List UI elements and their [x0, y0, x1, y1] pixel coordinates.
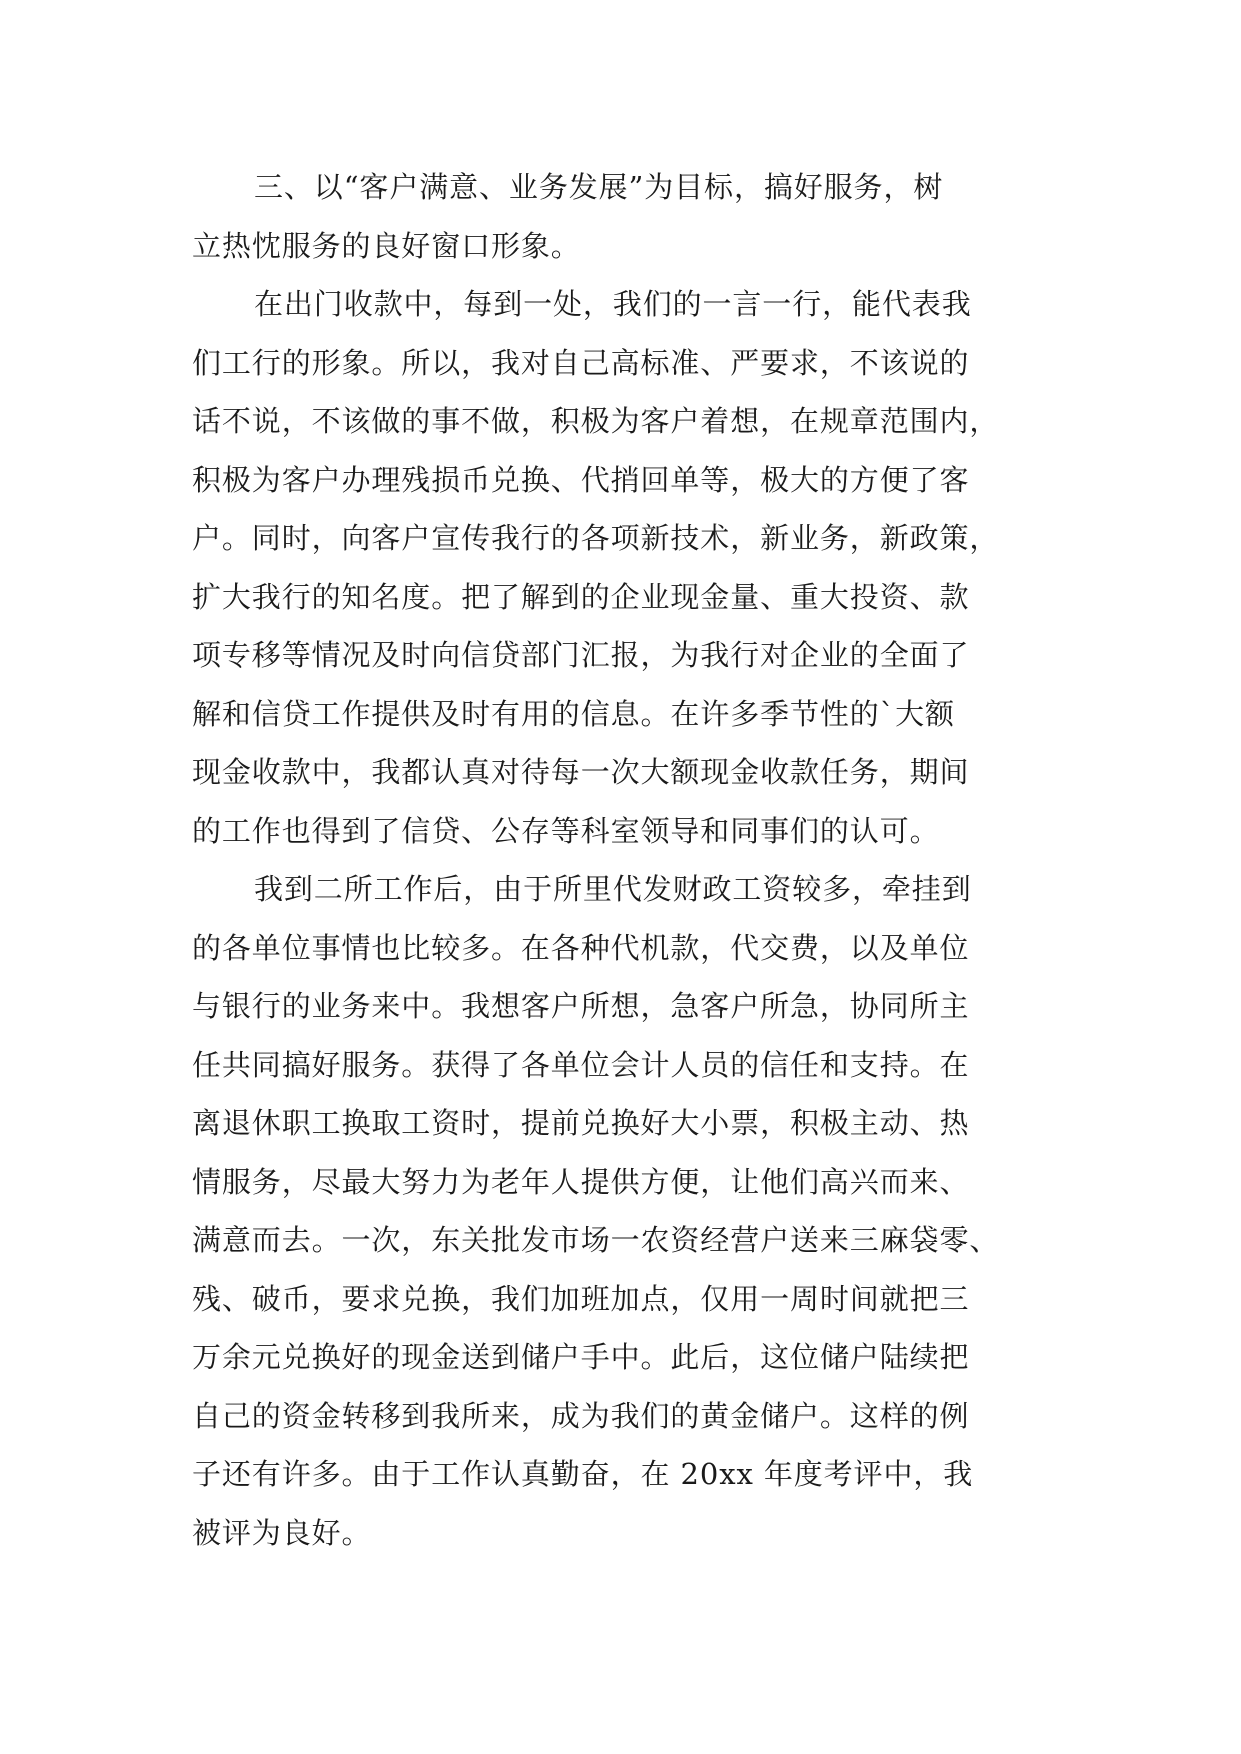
- paragraph-line: 扩大我行的知名度。把了解到的企业现金量、重大投资、款: [192, 579, 970, 614]
- paragraph-line: 被评为良好。: [192, 1515, 372, 1550]
- paragraph-line: 项专移等情况及时向信贷部门汇报，为我行对企业的全面了: [192, 638, 970, 672]
- body-text: [192, 158, 1052, 1562]
- paragraph-line: 我到二所工作后，由于所里代发财政工资较多，牵挂到: [254, 872, 972, 906]
- paragraph-line: 们工行的形象。所以，我对自己高标准、严要求，不该说的: [192, 345, 970, 380]
- paragraph-line: 积极为客户办理残损币兑换、代捎回单等，极大的方便了客: [192, 462, 970, 497]
- paragraph-line: 话不说，不该做的事不做，积极为客户着想，在规章范围内，: [192, 404, 1000, 438]
- paragraph-line: 任共同搞好服务。获得了各单位会计人员的信任和支持。在: [192, 1047, 970, 1082]
- paragraph-line: 解和信贷工作提供及时有用的信息。在许多季节性的`大额: [192, 696, 955, 731]
- paragraph-line: 户。同时，向客户宣传我行的各项新技术，新业务，新政策，: [192, 521, 1000, 555]
- paragraph-line: 的工作也得到了信贷、公存等科室领导和同事们的认可。: [192, 813, 940, 848]
- paragraph-line: 满意而去。一次，东关批发市场一农资经营户送来三麻袋零、: [192, 1223, 1000, 1257]
- paragraph-line: 离退休职工换取工资时，提前兑换好大小票，积极主动、热: [192, 1106, 970, 1140]
- paragraph-line: 残、破币，要求兑换，我们加班加点，仅用一周时间就把三: [192, 1281, 970, 1316]
- paragraph-heading-line: 立热忱服务的良好窗口形象。: [192, 228, 581, 263]
- paragraph-line: 万余元兑换好的现金送到储户手中。此后，这位储户陆续把: [192, 1340, 970, 1374]
- paragraph-line: 情服务，尽最大努力为老年人提供方便，让他们高兴而来、: [192, 1164, 970, 1199]
- paragraph-line: 自己的资金转移到我所来，成为我们的黄金储户。这样的例: [192, 1398, 970, 1433]
- paragraph-line: 在出门收款中，每到一处，我们的一言一行，能代表我: [254, 287, 972, 321]
- paragraph-line: 子还有许多。由于工作认真勤奋，在 20xx 年度考评中，我: [192, 1457, 974, 1491]
- paragraph-line: 的各单位事情也比较多。在各种代机款，代交费，以及单位: [192, 930, 970, 965]
- paragraph-heading-line: 三、以“客户满意、业务发展”为目标，搞好服务，树: [254, 170, 944, 204]
- paragraph-line: 现金收款中，我都认真对待每一次大额现金收款任务，期间: [192, 755, 970, 789]
- paragraph-line: 与银行的业务来中。我想客户所想，急客户所急，协同所主: [192, 989, 970, 1023]
